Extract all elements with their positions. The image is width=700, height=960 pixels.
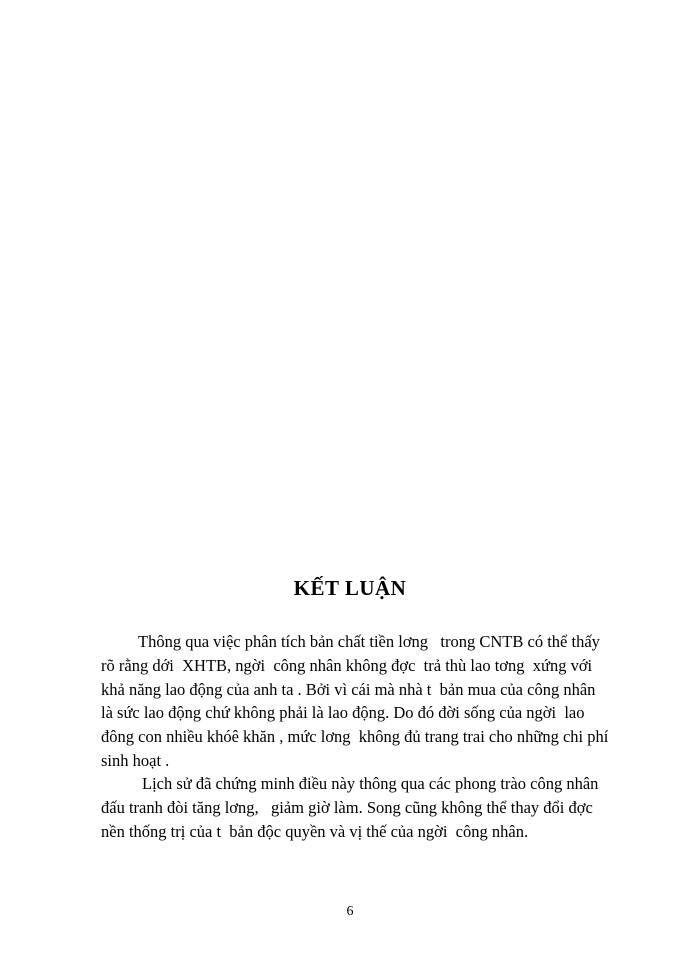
paragraph-line: khả năng lao động của anh ta . Bởi vì cái mà nhà t bản mua của công nhân bbox=[101, 680, 596, 699]
paragraph-line: Lịch sử đã chứng minh điều này thông qua các phong trào công nhân bbox=[142, 774, 599, 793]
paragraph-line: rõ rằng dới XHTB, ngời công nhân không đợc trả thù lao tơng xứng với bbox=[101, 656, 593, 675]
paragraph-line: đấu tranh đòi tăng lơng, giảm giờ làm. Song cũng không thể thay đổi đợc bbox=[101, 798, 593, 817]
paragraph-line: là sức lao động chứ không phải là lao động. Do đó đời sống của ngời lao bbox=[101, 703, 585, 722]
section-heading: KẾT LUẬN bbox=[293, 576, 407, 600]
paragraph-line: nền thống trị của t bản độc quyền và vị thế của ngời công nhân. bbox=[101, 822, 529, 841]
paragraph-line: đông con nhiều khóê khăn , mức lơng không đủ trang trai cho những chi phí bbox=[101, 727, 609, 746]
page-number: 6 bbox=[346, 904, 354, 919]
paragraph-line: Thông qua việc phân tích bản chất tiền lơng trong CNTB có thể thấy bbox=[138, 632, 600, 651]
paragraph-line: sinh hoạt . bbox=[101, 751, 170, 770]
